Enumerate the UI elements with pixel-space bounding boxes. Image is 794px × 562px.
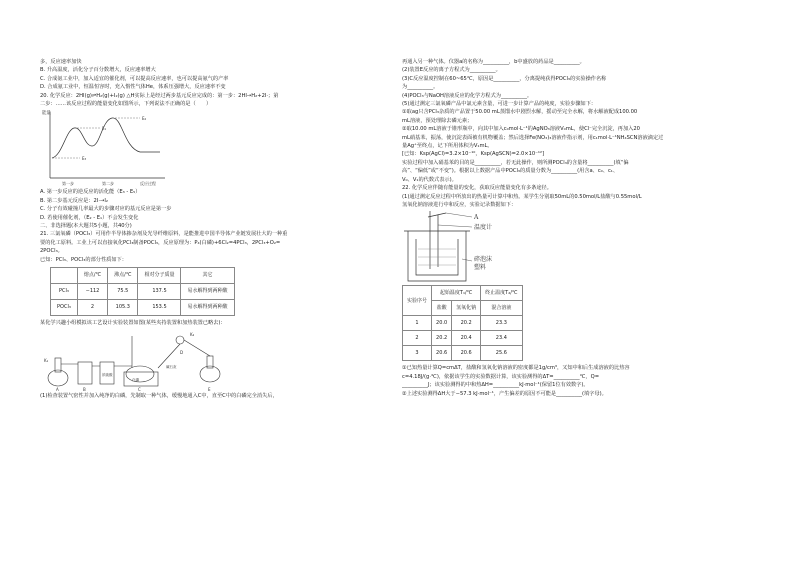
table-cell: 20.2: [452, 316, 481, 331]
right-line: 量Ag⁺至终点，记下所用体积为V₁mL。: [402, 143, 493, 150]
left-line: B. 第二步基元反应是：2I·→I₂: [40, 197, 108, 204]
left-line: C. 合成氨工业中，加入适宜的催化剂，可以提高反应速率，也可以提高氨气的产率: [40, 75, 229, 82]
right-line: mL硝基苯，振荡，使沉淀表面被有机物覆盖；然后选择Fe(NO₃)₃溶液作指示剂，用c₁mol·L⁻¹NH₄SCN溶液滴定过: [402, 134, 664, 141]
apparatus-label-d: D: [180, 349, 184, 355]
left-line: 要的化工原料。工业上可以直接氧化PCl₃制备POCl₃，反应原理为：P₄(白磷)+6Cl₂=4PCl₃，2PCl₃+O₂=: [40, 239, 281, 246]
calorimeter-label-plastic: 塑料: [474, 264, 487, 272]
table-cell: 1: [403, 316, 432, 331]
table-header-cell: 实验序号: [403, 286, 432, 316]
properties-table: [50, 267, 235, 316]
right-line: [已知：Ksp(AgCl)=3.2×10⁻¹⁰，Ksp(AgSCN)=2.0×10⁻¹²]: [402, 151, 545, 158]
energy-xlabel-process: 反应过程: [140, 181, 156, 187]
table-cell: 20.6: [432, 346, 452, 361]
right-line: 高”、“偏低”或“不变”)。根据以上数据产品中POCl₃的质量分数为__________(用含a、c₀、c₁、: [402, 168, 619, 175]
table-row: [403, 331, 523, 346]
table-header-cell: 混合溶液: [481, 301, 522, 316]
left-line: 21. 三氯氧磷（POCl₃）可用作半导体掺杂剂及光导纤维原料，是能推进中国半导体产业链发展壮大的一种重: [40, 231, 288, 238]
right-line: 22. 化学反应伴随有能量的变化，获取反应能量变化有多条途径。: [402, 185, 552, 192]
table-header-cell: 氢氧化钠: [452, 301, 481, 316]
apparatus-label-acid: 浓硫酸: [102, 372, 113, 377]
apparatus-label-phosphorus: 白磷: [132, 377, 139, 382]
right-line: ②上述实验测得ΔH大于−57.3 kJ·mol⁻¹，产生偏差的原因不可能是__________(填字母)。: [402, 390, 607, 397]
right-line: 氢氧化钠溶液进行中和反应，实验记录数据如下：: [402, 201, 517, 208]
table-header-cell: 起始温度T₁/℃: [432, 286, 481, 301]
left-line: B. 升高温度，活化分子百分数增大，反应速率增大: [40, 67, 156, 74]
table-header-cell: 其它: [181, 268, 234, 284]
table-cell: −112: [77, 284, 107, 300]
right-line: (3)C反应温度控制在60~65℃，原因是__________，分离提纯获得POCl₃的实验操作名称: [402, 75, 607, 82]
energy-label-e2: E₂: [142, 116, 147, 122]
energy-label-e1: E₁: [102, 126, 107, 132]
right-line: (1)通过测定反应过程中所放出的热量可计算中和热。某学生分别取50mL的0.50mol/L盐酸与0.55mol/L: [402, 193, 642, 200]
table-cell: 105.3: [108, 300, 138, 316]
table-cell: 23.3: [481, 316, 522, 331]
apparatus-label-k1: K₁: [44, 357, 49, 363]
table-cell: 2: [77, 300, 107, 316]
left-line: A. 第一步反应的逆反应的活化能（E₃ - E₅）: [40, 189, 141, 196]
table-cell: 易水解得到两种酸: [181, 284, 234, 300]
table-cell: PCl₃: [51, 284, 78, 300]
left-line: 20. 化学反应：2HI(g)⇌H₂(g)+I₂(g) △H实际上是经过两步基元反应完成的：第一步：2HI→H₂+2I·；第: [40, 92, 279, 99]
table-header-cell: 熔点/℃: [77, 268, 107, 284]
right-line: ①取ag只含PCl₃杂质的产品置于50.00 mL蒸馏水中剧烈水解，摇动至完全水解，将水解液配成100.00: [402, 109, 638, 116]
table-header-row: [51, 268, 235, 284]
calorimeter-label-thermometer: 温度计: [474, 224, 493, 232]
table-row: [403, 346, 523, 361]
left-line: 某化学兴趣小组模拟该工艺设计实验装置如图(某些夹持装置和加热装置已略去)：: [40, 320, 226, 327]
table-cell: 137.5: [138, 284, 181, 300]
table-cell: 20.4: [452, 331, 481, 346]
energy-label-e3: E₃: [82, 156, 87, 162]
left-line: D. 若使用催化剂，（E₂ - E₁）不会发生变化: [40, 214, 139, 221]
energy-ylabel: 能量: [42, 111, 51, 117]
table-header-cell: 盐酸: [432, 301, 452, 316]
neutralization-table: [402, 285, 523, 361]
right-line: mL溶液，预处理除去磷元素；: [402, 117, 473, 124]
table-cell: 23.4: [481, 331, 522, 346]
left-line: (1)检查装置气密性并加入纯净的白磷，先制取一种气体，缓慢地通入C中，直至C中的白磷完全消失后，: [40, 392, 278, 399]
right-line: (4)POCl₃与NaOH溶液反应的化学方程式为__________。: [402, 92, 533, 99]
energy-diagram: [40, 108, 170, 188]
right-line: c=4.18J/(g·℃)，依据该学生的实验数据计算，该实验测得的ΔT=__________℃，Q=: [402, 373, 600, 380]
right-line: (5)通过测定三氯氧磷产品中氯元素含量，可进一步计算产品的纯度，实验步骤如下：: [402, 101, 597, 108]
left-line: 二步：……该反应过程的能量变化如图所示，下列说法不正确的是（ ）: [40, 101, 212, 108]
table-cell: 20.2: [432, 331, 452, 346]
table-row: [403, 316, 523, 331]
apparatus-label-soda-lime: 碱石灰: [166, 364, 177, 369]
right-line: __________J；该实验测得的中和热ΔH=__________kJ·mol⁻¹(保留1位有效数字)。: [402, 382, 589, 389]
left-line: D. 合成氨工业中，恒温恒容时，充入惰性气体He，体系压强增大，反应速率不变: [40, 84, 226, 91]
left-line: 二、非选择题(本大题共5小题，共40分): [40, 223, 132, 230]
energy-xlabel-step1: 第一步: [62, 181, 74, 187]
right-line: 实验过程中加入硝基苯的目的是__________，若无此操作，则所测POCl₃的含量将__________(填“偏: [402, 159, 629, 166]
calorimeter-label-a: A: [474, 214, 479, 222]
table-cell: 153.5: [138, 300, 181, 316]
table-cell: 3: [403, 346, 432, 361]
calorimeter-label-foam: 碎泡沫: [474, 256, 493, 264]
calorimeter-diagram: [402, 209, 512, 285]
right-line: (2)装置E反应的离子方程式为__________。: [402, 67, 501, 74]
table-cell: 易水解得到两种酸: [181, 300, 234, 316]
right-line: ①已知热量计算Q=cmΔT，盐酸和氢氧化钠溶液的密度都是1g/cm³，又知中和后生成溶液的比热容: [402, 365, 630, 372]
left-line: 已知：PCl₃、POCl₃的部分性质如下：: [40, 256, 127, 263]
right-line: ②取10.00 mL溶液于锥形瓶中，向其中加入c₀mol·L⁻¹的AgNO₃溶液V₀mL，使Cl⁻完全沉淀，再加入20: [402, 126, 640, 133]
left-line: C. 分子有效碰撞几率最大的步骤对应的基元反应是第一步: [40, 206, 172, 213]
table-row: [51, 300, 235, 316]
table-header-cell: 沸点/℃: [108, 268, 138, 284]
table-cell: 2: [403, 331, 432, 346]
table-header-cell: [51, 268, 78, 284]
table-cell: 25.6: [481, 346, 522, 361]
right-line: V₀、V₁的代数式表示)。: [402, 176, 457, 183]
table-header-row: [403, 286, 523, 301]
apparatus-label-a: A: [56, 386, 59, 392]
table-cell: POCl₃: [51, 300, 78, 316]
table-header-cell: 相对分子质量: [138, 268, 181, 284]
table-cell: 20.0: [432, 316, 452, 331]
left-line: 多，反应速率加快: [40, 59, 82, 65]
table-header-cell: 终止温度T₂/℃: [481, 286, 522, 301]
right-column: [402, 58, 754, 398]
apparatus-label-c: C: [138, 386, 141, 392]
table-cell: 75.5: [108, 284, 138, 300]
left-line: 2POCl₃。: [40, 248, 63, 255]
right-line: 再通入另一种气体。仪器a的名称为__________，b中盛放的药品是__________。: [402, 59, 585, 65]
energy-xlabel-step2: 第二步: [102, 181, 114, 187]
right-line: 为__________。: [402, 84, 439, 91]
left-column: [40, 58, 392, 400]
apparatus-label-e: E: [208, 386, 211, 392]
table-cell: 20.6: [452, 346, 481, 361]
apparatus-diagram: [40, 328, 240, 392]
table-row: [51, 284, 235, 300]
apparatus-label-b: B: [83, 386, 86, 392]
apparatus-label-k2: K₂: [190, 331, 195, 337]
